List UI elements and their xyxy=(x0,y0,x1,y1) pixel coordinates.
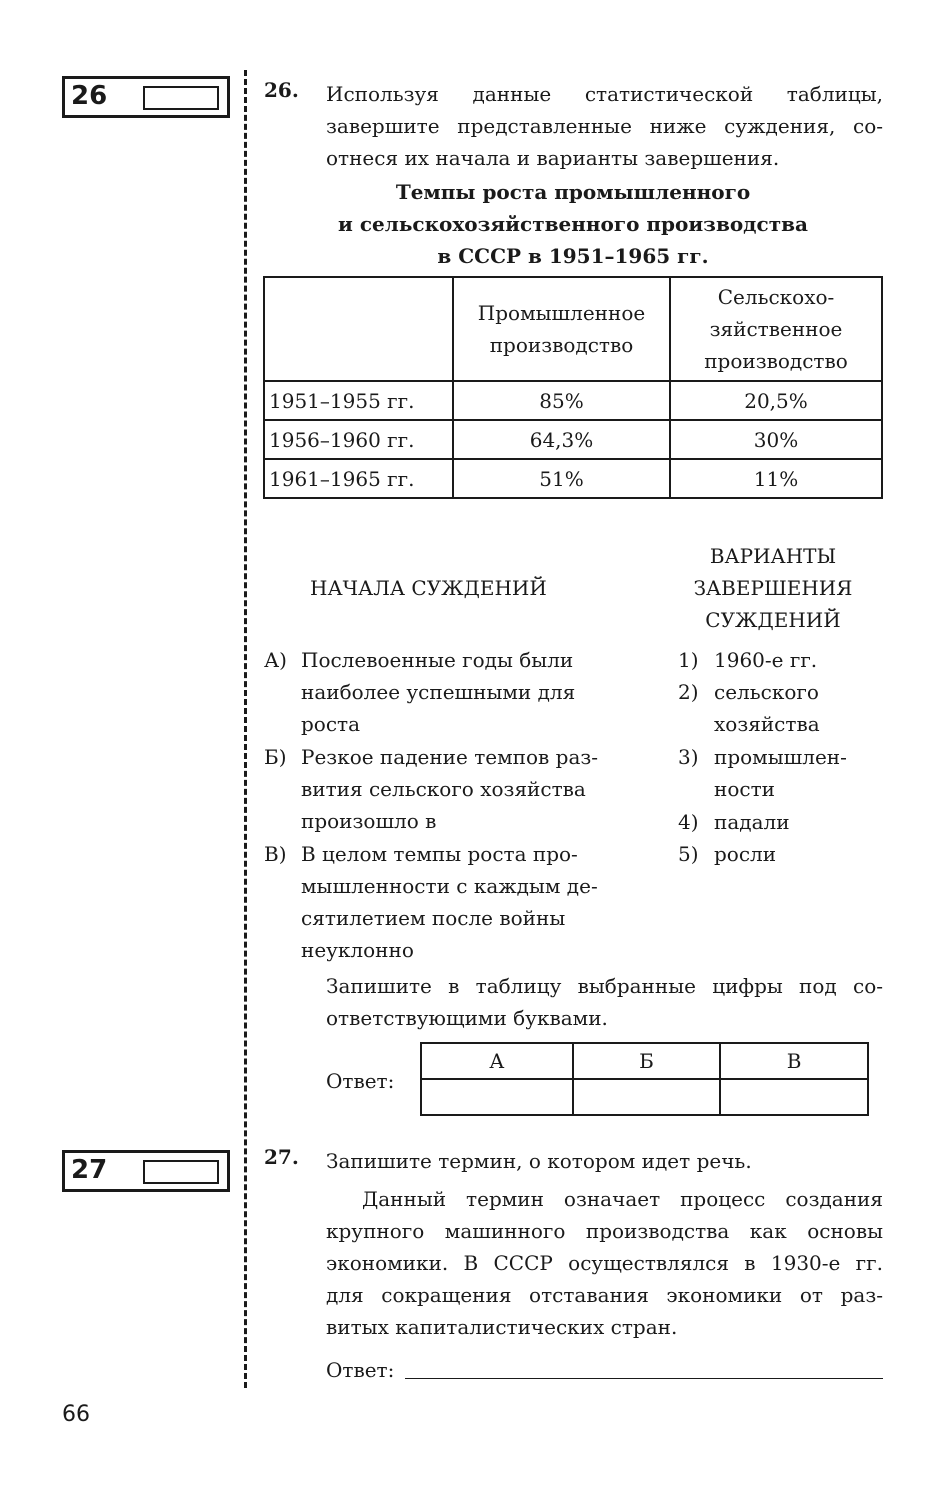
ending-3 xyxy=(678,741,888,805)
ending-line: хозяйства xyxy=(714,712,820,736)
table-title-line: и сельскохозяйственного производства xyxy=(338,212,808,236)
header-industry xyxy=(453,277,670,381)
answer-input-row xyxy=(421,1079,868,1115)
q27-text-line: витых капиталистических стран. xyxy=(326,1315,678,1339)
answer-header-row xyxy=(421,1043,868,1079)
ending-2 xyxy=(678,676,888,740)
header-agriculture-line: зяйственное xyxy=(709,317,843,341)
answer-cell-a[interactable] xyxy=(421,1079,573,1115)
beginning-line: сятилетием после войны xyxy=(301,906,566,930)
cell-agriculture: 11% xyxy=(670,459,882,498)
cell-industry: 85% xyxy=(453,381,670,420)
cell-industry: 64,3% xyxy=(453,420,670,459)
q27-answer-input[interactable] xyxy=(143,1160,219,1184)
ending-line: 1960-е гг. xyxy=(714,648,818,672)
beginning-a xyxy=(264,644,624,740)
q26-box-number: 26 xyxy=(71,81,108,111)
answer-col-v: В xyxy=(720,1043,868,1079)
answer-cell-b[interactable] xyxy=(573,1079,721,1115)
ending-line: росли xyxy=(714,842,777,866)
ending-line: падали xyxy=(714,810,790,834)
beginning-label: А) xyxy=(264,648,287,672)
q27-text xyxy=(326,1183,883,1343)
endings-heading xyxy=(663,540,883,636)
header-empty xyxy=(264,277,453,381)
cell-industry: 51% xyxy=(453,459,670,498)
endings-heading-line: СУЖДЕНИЙ xyxy=(705,608,841,632)
q26-answer-box xyxy=(62,76,230,118)
table-row xyxy=(264,420,882,459)
q26-answer-input[interactable] xyxy=(143,86,219,110)
ending-label: 2) xyxy=(678,680,699,704)
beginnings-heading: НАЧАЛА СУЖДЕНИЙ xyxy=(310,576,547,600)
q27-answer-line[interactable] xyxy=(405,1378,883,1379)
endings-heading-line: ВАРИАНТЫ xyxy=(709,544,837,568)
ending-label: 4) xyxy=(678,810,699,834)
table-row xyxy=(264,381,882,420)
header-agriculture xyxy=(670,277,882,381)
ending-label: 3) xyxy=(678,745,699,769)
cell-period: 1951–1955 гг. xyxy=(264,381,453,420)
table-row xyxy=(264,459,882,498)
beginning-line: неуклонно xyxy=(301,938,414,962)
ending-label: 5) xyxy=(678,842,699,866)
q27-text-line: для сокращения отставания экономики от раз- xyxy=(326,1283,883,1307)
stats-header-row xyxy=(264,277,882,381)
answer-col-b: Б xyxy=(573,1043,721,1079)
ending-5 xyxy=(678,838,888,870)
header-agriculture-line: Сельскохо- xyxy=(717,285,835,309)
stats-table xyxy=(263,276,883,499)
q26-instruction xyxy=(326,970,883,1034)
cut-line xyxy=(244,70,247,1388)
q27-text-line: Данный термин означает процесс создания xyxy=(362,1187,883,1211)
ending-line: сельского xyxy=(714,680,819,704)
q26-intro-line: Используя данные статистической таблицы, xyxy=(326,82,883,106)
page-number: 66 xyxy=(62,1402,90,1427)
q27-number: 27. xyxy=(264,1145,299,1169)
beginning-label: В) xyxy=(264,842,287,866)
q26-intro-line: завершите представленные ниже суждения, со- xyxy=(326,114,883,138)
ending-line: промышлен- xyxy=(714,745,847,769)
ending-label: 1) xyxy=(678,648,699,672)
q27-text-line: экономики. В СССР осуществлялся в 1930-е гг. xyxy=(326,1251,883,1275)
ending-4 xyxy=(678,806,888,838)
beginning-line: В целом темпы роста про- xyxy=(301,842,578,866)
ending-line: ности xyxy=(714,777,775,801)
beginning-line: мышленности с каждым де- xyxy=(301,874,598,898)
cell-agriculture: 30% xyxy=(670,420,882,459)
q26-intro-line: отнеся их начала и варианты завершения. xyxy=(326,146,780,170)
beginning-line: роста xyxy=(301,712,361,736)
q27-answer-box xyxy=(62,1150,230,1192)
cell-period: 1956–1960 гг. xyxy=(264,420,453,459)
table-title-line: в СССР в 1951–1965 гг. xyxy=(437,244,709,268)
table-title-line: Темпы роста промышленного xyxy=(395,180,751,204)
header-agriculture-line: производство xyxy=(704,349,848,373)
q26-intro xyxy=(326,78,883,174)
beginning-line: Резкое падение темпов раз- xyxy=(301,745,599,769)
q26-number: 26. xyxy=(264,78,299,102)
cell-period: 1961–1965 гг. xyxy=(264,459,453,498)
beginning-line: Послевоенные годы были xyxy=(301,648,574,672)
q27-box-number: 27 xyxy=(71,1155,108,1185)
q27-text-line: крупного машинного производства как основы xyxy=(326,1219,883,1243)
beginning-line: произошло в xyxy=(301,809,437,833)
header-industry-line: производство xyxy=(489,333,634,357)
q27-prompt: Запишите термин, о котором идет речь. xyxy=(326,1149,752,1173)
beginning-v xyxy=(264,838,624,966)
beginning-line: вития сельского хозяйства xyxy=(301,777,586,801)
header-industry-line: Промышленное xyxy=(477,301,646,325)
q26-table-title xyxy=(263,176,883,272)
q27-answer-label: Ответ: xyxy=(326,1358,395,1382)
beginning-label: Б) xyxy=(264,745,287,769)
answer-col-a: А xyxy=(421,1043,573,1079)
beginning-line: наиболее успешными для xyxy=(301,680,576,704)
q26-answer-table xyxy=(420,1042,869,1116)
beginning-b xyxy=(264,741,624,837)
ending-1 xyxy=(678,644,888,676)
instruction-line: Запишите в таблицу выбранные цифры под со- xyxy=(326,974,883,998)
endings-heading-line: ЗАВЕРШЕНИЯ xyxy=(693,576,853,600)
q26-answer-label: Ответ: xyxy=(326,1069,395,1093)
answer-cell-v[interactable] xyxy=(720,1079,868,1115)
instruction-line: ответствующими буквами. xyxy=(326,1006,608,1030)
cell-agriculture: 20,5% xyxy=(670,381,882,420)
